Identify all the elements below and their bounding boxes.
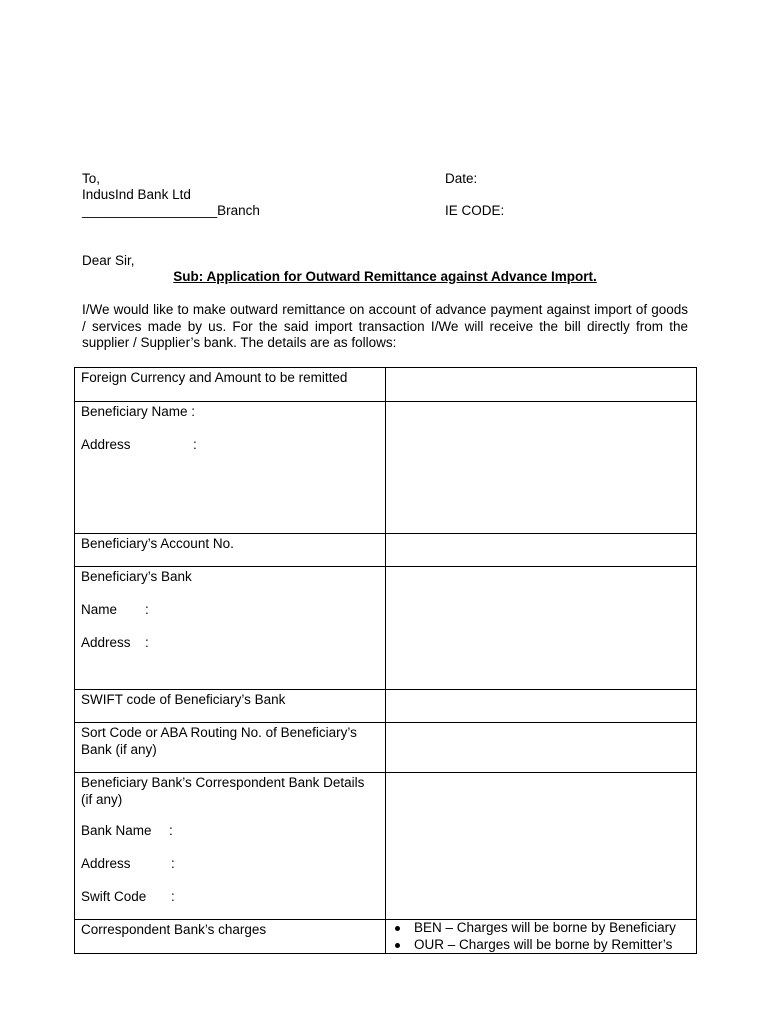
sort-code-label-cell (75, 723, 386, 773)
remittance-details-table (74, 367, 697, 954)
corr-bank-name-label: Bank Name : (81, 823, 173, 838)
beneficiary-bank-label-cell (75, 567, 386, 690)
beneficiary-bank-label: Beneficiary’s Bank (81, 569, 192, 584)
salutation: Dear Sir, (82, 253, 135, 268)
table-row (75, 920, 697, 954)
correspondent-label-cell (75, 773, 386, 920)
corr-swift-label: Swift Code : (81, 889, 175, 904)
correspondent-label-line1: Beneficiary Bank’s Correspondent Bank Details (81, 775, 365, 790)
sort-code-value[interactable] (386, 723, 697, 773)
beneficiary-name-label: Beneficiary Name : (81, 404, 196, 419)
correspondent-label-line2: (if any) (81, 791, 123, 807)
to-label: To, (82, 171, 101, 186)
charges-label: Correspondent Bank’s charges (75, 920, 386, 954)
charges-option-ben[interactable]: BEN – Charges will be borne by Beneficiary (392, 920, 696, 937)
subject-line (0, 269, 770, 286)
table-row (75, 690, 697, 723)
subject-text: Sub: Application for Outward Remittance against Advance Import. (173, 269, 597, 284)
swift-code-value[interactable] (386, 690, 697, 723)
beneficiary-bank-value[interactable] (386, 567, 697, 690)
bank-name: IndusInd Bank Ltd (82, 187, 191, 202)
sort-code-label-line2: Bank (if any) (81, 741, 157, 757)
table-row (75, 402, 697, 534)
bank-address-label: Address : (81, 635, 149, 650)
branch-field[interactable]: __________________Branch (82, 203, 260, 218)
charges-option-our[interactable]: OUR – Charges will be borne by Remitter’s (392, 937, 696, 954)
foreign-currency-label: Foreign Currency and Amount to be remitted (75, 368, 386, 402)
bank-name-label: Name : (81, 602, 149, 617)
sort-code-label-line1: Sort Code or ABA Routing No. of Beneficiary’s (81, 725, 357, 740)
charges-options-list (386, 920, 696, 953)
corr-address-label: Address : (81, 856, 175, 871)
charges-options-cell (386, 920, 697, 954)
beneficiary-value[interactable] (386, 402, 697, 534)
foreign-currency-value[interactable] (386, 368, 697, 402)
table-row (75, 567, 697, 690)
table-row (75, 368, 697, 402)
beneficiary-address-label: Address : (81, 437, 197, 452)
beneficiary-account-value[interactable] (386, 534, 697, 567)
table-row (75, 723, 697, 773)
correspondent-value[interactable] (386, 773, 697, 920)
swift-code-label: SWIFT code of Beneficiary’s Bank (75, 690, 386, 723)
intro-paragraph: I/We would like to make outward remittance on account of advance payment against import of goods / services made by us. For the said import transaction I/We will receive the bill directly from the supplier / Supplier’s bank. The details are as follows: (82, 302, 688, 350)
date-label[interactable]: Date: (445, 171, 478, 186)
beneficiary-label-cell (75, 402, 386, 534)
table-row (75, 773, 697, 920)
ie-code-label[interactable]: IE CODE: (445, 203, 505, 218)
beneficiary-account-label: Beneficiary’s Account No. (75, 534, 386, 567)
table-row (75, 534, 697, 567)
